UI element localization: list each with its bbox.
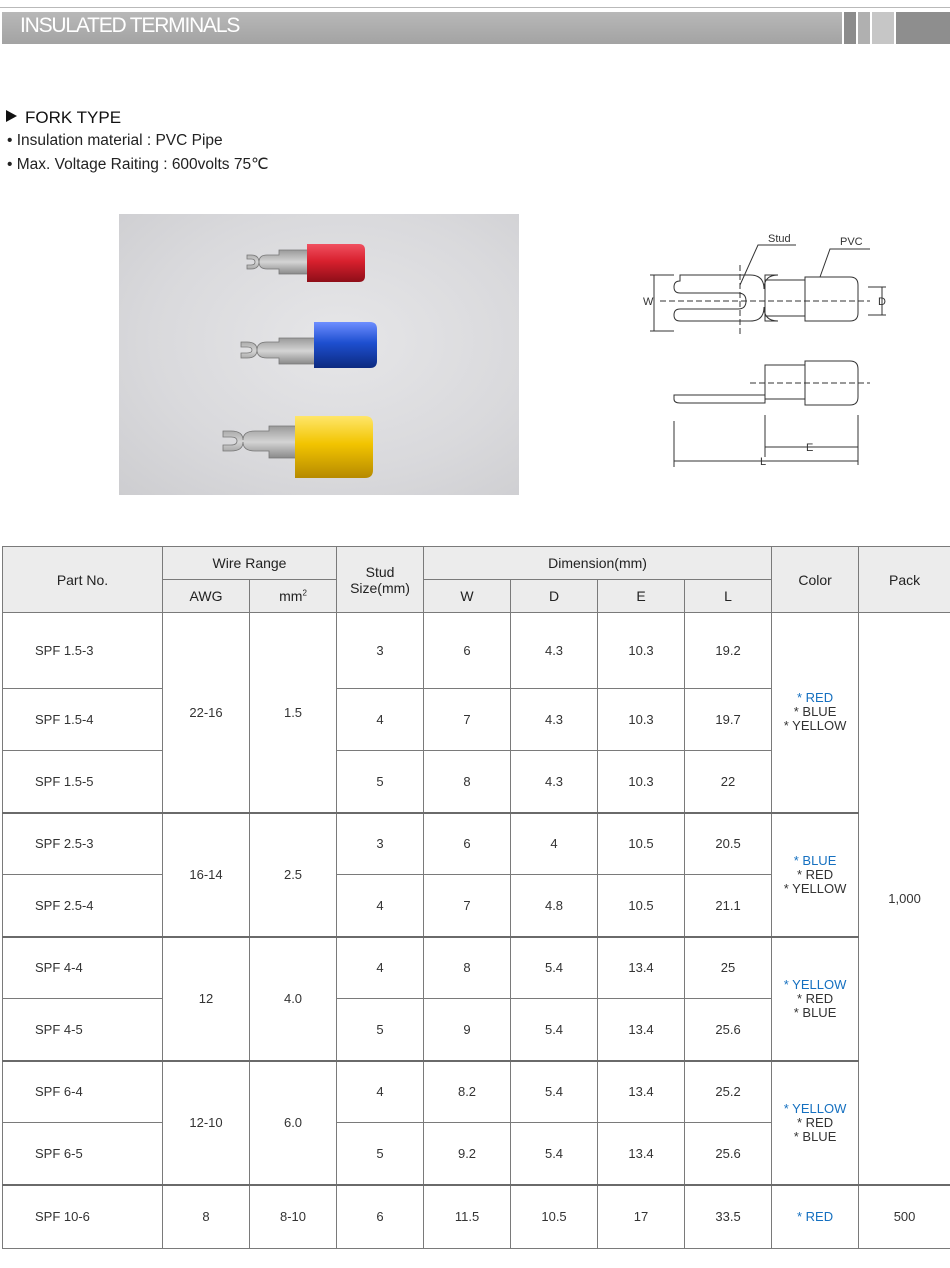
w-cell: 7 [424,689,511,751]
d-label: D [878,296,886,308]
color-option: * YELLOW [783,880,847,896]
stud-label: Stud [768,233,791,245]
d-cell: 5.4 [511,1123,598,1185]
color-option: * BLUE [793,1128,837,1144]
header-l: L [685,580,772,613]
header-e: E [598,580,685,613]
table-row [3,1185,950,1249]
spec-table [2,546,950,1249]
e-cell: 10.3 [598,613,685,689]
e-cell: 10.3 [598,689,685,751]
header-block [872,12,894,44]
e-cell: 10.3 [598,751,685,813]
l-cell: 33.5 [685,1185,772,1249]
product-photo [119,214,519,495]
stud-cell: 6 [337,1185,424,1249]
color-option: * RED [797,990,834,1006]
stud-leader [740,245,796,285]
d-cell: 4.3 [511,613,598,689]
part-number: SPF 6-5 [3,1123,163,1185]
d-cell: 4.3 [511,751,598,813]
pvc-leader [820,249,870,277]
header-stud-line2: Size(mm) [350,579,410,596]
header-stud-line1: Stud [365,563,395,580]
w-cell: 8 [424,937,511,999]
header-block [896,12,950,44]
mm2-cell: 1.5 [250,613,337,813]
side-tongue-outline [674,395,765,403]
barrel-outline [765,280,805,316]
red-terminal [247,244,365,282]
mm2-cell: 6.0 [250,1061,337,1185]
stud-cell: 5 [337,751,424,813]
color-option: * BLUE [793,1004,837,1020]
technical-drawing [640,225,890,480]
header-color: Color [772,547,859,613]
l-cell: 25 [685,937,772,999]
stud-cell: 3 [337,813,424,875]
table-row [3,813,950,875]
mm2-cell: 4.0 [250,937,337,1061]
table-row [3,613,950,689]
stud-cell: 4 [337,875,424,937]
awg-cell: 12 [163,937,250,1061]
header-awg: AWG [163,580,250,613]
part-number: SPF 1.5-5 [3,751,163,813]
stud-cell: 4 [337,689,424,751]
color-primary: * YELLOW [783,976,847,992]
l-cell: 25.6 [685,1123,772,1185]
w-cell: 6 [424,813,511,875]
part-number: SPF 2.5-3 [3,813,163,875]
color-option: * RED [797,866,834,882]
part-number: SPF 6-4 [3,1061,163,1123]
section-title [6,108,121,128]
color-cell [772,937,859,1061]
e-cell: 13.4 [598,999,685,1061]
e-label: E [806,442,814,454]
d-cell: 4 [511,813,598,875]
color-option: * BLUE [793,704,837,720]
l-cell: 19.7 [685,689,772,751]
w-cell: 11.5 [424,1185,511,1249]
fork-outline [674,275,778,321]
header-d: D [511,580,598,613]
stud-cell: 5 [337,999,424,1061]
pvc-label: PVC [840,236,863,248]
l-label: L [760,456,767,468]
color-primary: * RED [797,1208,834,1224]
color-primary: * BLUE [793,852,837,868]
awg-cell: 22-16 [163,613,250,813]
l-cell: 19.2 [685,613,772,689]
side-barrel-outline [765,365,805,399]
mm2-cell: 8-10 [250,1185,337,1249]
part-number: SPF 1.5-3 [3,613,163,689]
e-cell: 13.4 [598,937,685,999]
d-cell: 10.5 [511,1185,598,1249]
page-title: INSULATED TERMINALS [20,14,240,37]
e-cell: 17 [598,1185,685,1249]
stud-cell: 4 [337,1061,424,1123]
part-number: SPF 1.5-4 [3,689,163,751]
section-title-text: FORK TYPE [25,108,122,127]
pack-cell: 1,000 [859,613,950,1185]
color-cell [772,813,859,937]
e-cell: 13.4 [598,1123,685,1185]
color-option: * YELLOW [783,718,847,734]
header-mm2 [250,580,337,613]
w-cell: 6 [424,613,511,689]
header-wire-range: Wire Range [163,547,337,580]
d-cell: 5.4 [511,999,598,1061]
stud-cell: 4 [337,937,424,999]
color-cell [772,1061,859,1185]
header-rule [0,7,950,8]
triangle-bullet-icon [6,110,17,122]
awg-cell: 16-14 [163,813,250,937]
l-cell: 22 [685,751,772,813]
part-number: SPF 2.5-4 [3,875,163,937]
header-mm2-text: mm [279,588,303,604]
w-cell: 9 [424,999,511,1061]
l-cell: 20.5 [685,813,772,875]
header-block [844,12,856,44]
header-part-no: Part No. [3,547,163,613]
table-row [3,1061,950,1123]
d-cell: 5.4 [511,1061,598,1123]
color-primary: * YELLOW [783,1100,847,1116]
d-cell: 4.8 [511,875,598,937]
page-header [0,0,950,46]
w-cell: 8 [424,751,511,813]
l-cell: 25.2 [685,1061,772,1123]
w-label: W [643,296,654,308]
part-number: SPF 4-5 [3,999,163,1061]
color-primary: * RED [797,690,834,706]
l-cell: 25.6 [685,999,772,1061]
w-cell: 7 [424,875,511,937]
e-cell: 13.4 [598,1061,685,1123]
e-cell: 10.5 [598,813,685,875]
d-cell: 5.4 [511,937,598,999]
part-number: SPF 10-6 [3,1185,163,1249]
stud-cell: 3 [337,613,424,689]
yellow-terminal [223,416,373,478]
color-cell [772,1185,859,1249]
d-cell: 4.3 [511,689,598,751]
color-option: * RED [797,1114,834,1130]
spec-voltage: • Max. Voltage Raiting : 600volts 75℃ [7,156,269,173]
header-w: W [424,580,511,613]
header-block [858,12,870,44]
awg-cell: 12-10 [163,1061,250,1185]
spec-insulation: • Insulation material : PVC Pipe [7,132,223,149]
mm2-cell: 2.5 [250,813,337,937]
stud-cell: 5 [337,1123,424,1185]
header-mm2-sup: 2 [302,588,307,598]
e-cell: 10.5 [598,875,685,937]
blue-terminal [241,322,377,368]
w-cell: 9.2 [424,1123,511,1185]
table-row [3,937,950,999]
header-stud-size [337,547,424,613]
pack-cell: 500 [859,1185,950,1249]
part-number: SPF 4-4 [3,937,163,999]
fork-terminals-illustration [119,214,519,495]
w-cell: 8.2 [424,1061,511,1123]
color-cell [772,613,859,813]
awg-cell: 8 [163,1185,250,1249]
l-cell: 21.1 [685,875,772,937]
pvc-sleeve-outline [805,277,858,321]
header-pack: Pack [859,547,950,613]
header-dimension: Dimension(mm) [424,547,772,580]
